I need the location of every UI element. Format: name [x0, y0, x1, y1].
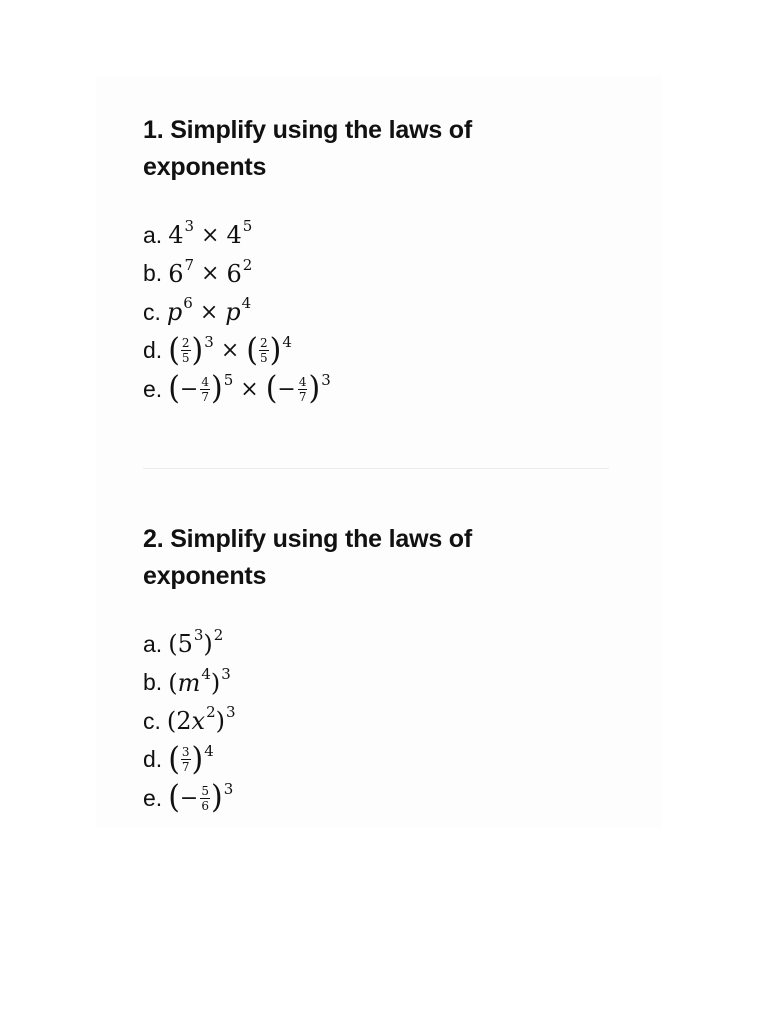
- q2-item-d: [143, 741, 236, 780]
- section-divider: [143, 468, 609, 469]
- q1-item-a: [143, 216, 331, 255]
- question-2-heading: 2. Simplify using the laws of exponents: [143, 525, 472, 590]
- fraction: $\frac{4}{7}$: [201, 374, 209, 404]
- expression: ( 5 $^3$ ) $^2$: [168, 626, 224, 659]
- item-letter: b.: [143, 669, 163, 696]
- expression: ( − $\frac{5}{6}$ ) $^3$: [168, 779, 234, 817]
- expression: ( − $\frac{4}{7}$ ) $^5$ × ( − $\frac{4}{7}$ ) $^3$: [168, 370, 331, 408]
- q2-item-c: [143, 702, 236, 741]
- expression: 6 $^7$ × 6 $^2$: [168, 255, 253, 288]
- expression: ( $\frac{3}{7}$ ) $^4$: [168, 740, 214, 778]
- question-2-items: [143, 625, 236, 818]
- question-1-items: [143, 216, 331, 409]
- item-letter: c.: [143, 298, 161, 325]
- q1-item-c: [143, 293, 331, 332]
- question-1: [143, 112, 563, 408]
- q1-item-e: [143, 370, 331, 409]
- item-letter: e.: [143, 784, 163, 811]
- fraction: $\frac{4}{7}$: [298, 374, 307, 404]
- fraction: $\frac{5}{6}$: [201, 783, 209, 813]
- item-letter: e.: [143, 375, 163, 402]
- q2-item-b: [143, 664, 236, 703]
- item-letter: d.: [143, 746, 163, 773]
- item-letter: c.: [143, 707, 161, 734]
- expression: ( 2 x $^2$ ) $^3$: [166, 703, 236, 736]
- expression: ( $\frac{2}{5}$ ) $^3$ × ( $\frac{2}{5}$ ) $^4$: [168, 331, 292, 369]
- question-2: [143, 521, 563, 817]
- item-letter: d.: [143, 337, 163, 364]
- expression: p $^6$ × p $^4$: [166, 294, 252, 327]
- q2-item-e: [143, 779, 236, 818]
- expression: 4 $^3$ × 4 $^5$: [168, 217, 253, 250]
- q2-item-a: [143, 625, 236, 664]
- q1-item-d: [143, 332, 331, 371]
- fraction: $\frac{3}{7}$: [181, 745, 190, 775]
- item-letter: b.: [143, 260, 163, 287]
- question-1-heading: 1. Simplify using the laws of exponents: [143, 116, 472, 181]
- expression: ( m $^4$ ) $^3$: [168, 664, 231, 697]
- fraction: $\frac{2}{5}$: [259, 336, 268, 366]
- fraction: $\frac{2}{5}$: [181, 336, 190, 366]
- item-letter: a.: [143, 221, 163, 248]
- item-letter: a.: [143, 630, 163, 657]
- q1-item-b: [143, 255, 331, 294]
